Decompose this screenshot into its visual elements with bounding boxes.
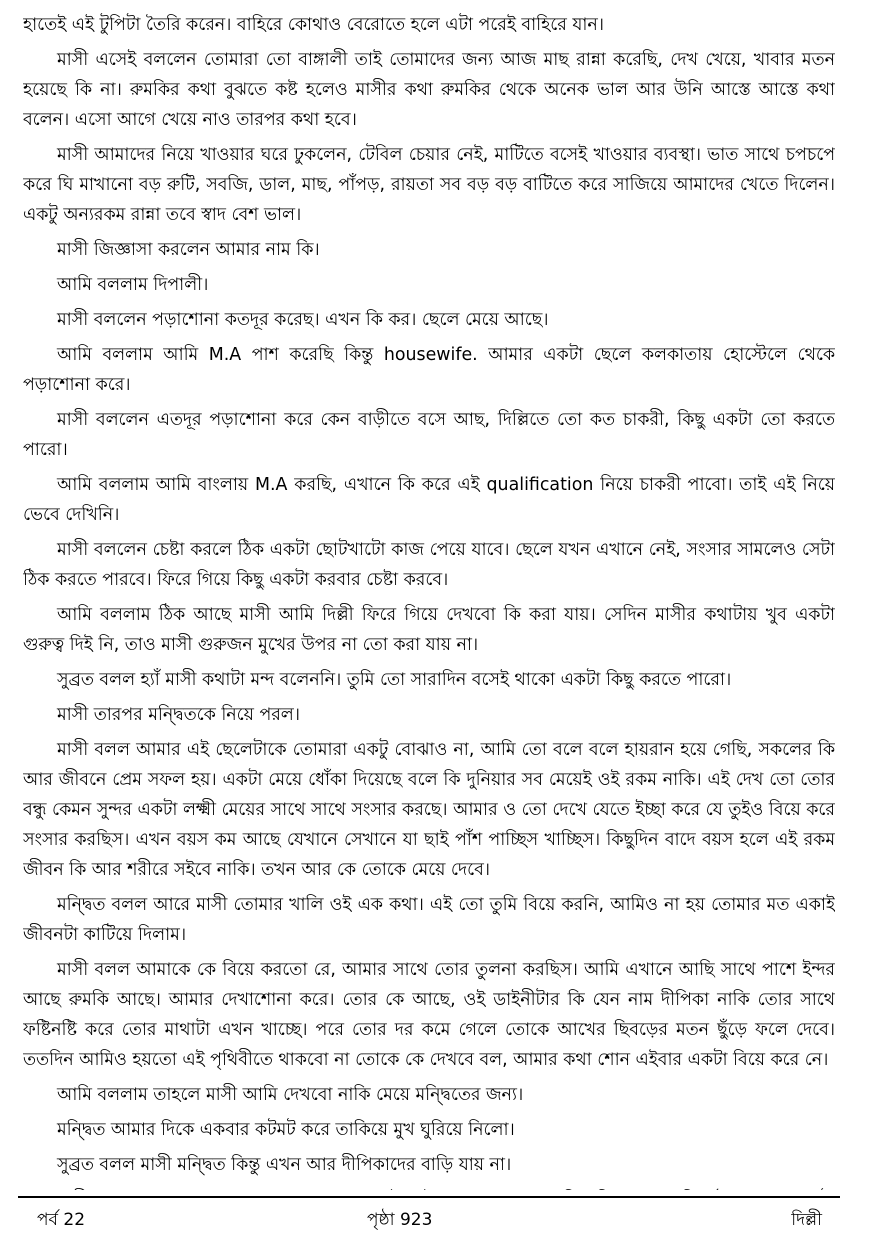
paragraph: মাসী বলল আমার এই ছেলেটাকে তোমারা একটু বোঝাও না, আমি তো বলে বলে হায়রান হয়ে গেছি, সকলের কি আর জীবনে প্রেম সফল হয়। একটা মেয়ে ধোঁকা দিয়েছে বলে কি দুনিয়ার সব মেয়েই ওই রকম নাকি। এই দেখ তো তোর বন্ধু কেমন সুন্দর একটা লক্ষ্মী মেয়ের সাথে সাথে সংসার করছে। আমার ও তো দেখে যেতে ইচ্ছা করে যে তুইও বিয়ে করে সংসার করছিস। এখন বয়স কম আছে যেখানে সেখানে যা ছাই পাঁশ পাচ্ছিস খাচ্ছিস। কিছুদিন বাদে বয়স হলে এই রকম জীবন কি আর শরীরে সইবে নাকি। তখন আর কে তোকে মেয়ে দেবে। <box>23 740 835 880</box>
paragraph: সুব্রত বলল হ্যাঁ মাসী কথাটা মন্দ বলেননি। তুমি তো সারাদিন বসেই থাকো একটা কিছু করতে পারো। <box>57 670 732 690</box>
paragraph: মাসী বললেন পড়াশোনা কতদূর করেছ। এখন কি কর। ছেলে মেয়ে আছে। <box>57 310 549 330</box>
paragraph <box>23 1185 835 1190</box>
page-footer <box>37 1205 822 1239</box>
episode-label: পর্ব 22 <box>37 1210 86 1230</box>
place-label: দিল্লী <box>791 1210 822 1230</box>
paragraph: আমি বললাম দিপালী। <box>57 275 209 295</box>
page-number: পৃষ্ঠা 923 <box>367 1210 433 1230</box>
paragraph: মাসী এসেই বললেন তোমারা তো বাঙ্গালী তাই তোমাদের জন্য আজ মাছ রান্না করেছি, দেখ খেয়ে, খাবার মতন হয়েছে কি না। রুমকির কথা বুঝতে কষ্ট হলেও মাসীর কথা রুমকির থেকে অনেক ভাল আর উনি আস্তে আস্তে কথা বলেন। এসো আগে খেয়ে নাও তারপর কথা হবে। <box>23 50 835 130</box>
paragraph: মাসী বললেন চেষ্টা করলে ঠিক একটা ছোটখাটো কাজ পেয়ে যাবে। ছেলে যখন এখানে নেই, সংসার সামলেও সেটা ঠিক করতে পারবে। ফিরে গিয়ে কিছু একটা করবার চেষ্টা করবে। <box>23 540 835 590</box>
paragraph: মাসী বললেন এতদূর পড়াশোনা করে কেন বাড়ীতে বসে আছ, দিল্লিতে তো কত চাকরী, কিছু একটা তো করতে পারো। <box>23 410 835 460</box>
paragraph: মন্দ্বিত বলল আরে মাসী তোমার খালি ওই এক কথা। এই তো তুমি বিয়ে করনি, আমিও না হয় তোমার মত একাই জীবনটা কাটিয়ে দিলাম। <box>23 895 835 945</box>
paragraph: হাতেই এই টুপিটা তৈরি করেন। বাহিরে কোথাও বেরোতে হলে এটা পরেই বাহিরে যান। <box>23 15 604 35</box>
paragraph: আমি বললাম ঠিক আছে মাসী আমি দিল্লী ফিরে গিয়ে দেখবো কি করা যায়। সেদিন মাসীর কথাটায় খুব একটা গুরুত্ব দিই নি, তাও মাসী গুরুজন মুখের উপর না তো করা যায় না। <box>23 605 835 655</box>
paragraph: মাসী জিজ্ঞাসা করলেন আমার নাম কি। <box>57 240 320 260</box>
paragraph: মাসী আমাদের নিয়ে খাওয়ার ঘরে ঢুকলেন, টেবিল চেয়ার নেই, মাটিতে বসেই খাওয়ার ব্যবস্থা। ভাত সাথে চপচপে করে ঘি মাখানো বড় রুটি, সবজি, ডাল, মাছ, পাঁপড়, রায়তা সব বড় বড় বাটিতে করে সাজিয়ে আমাদের খেতে দিলেন। একটু অন্যরকম রান্না তবে স্বাদ বেশ ভাল। <box>23 145 835 225</box>
paragraph: আমি বললাম আমি M.A পাশ করেছি কিন্তু housewife. আমার একটা ছেলে কলকাতায় হোস্টেলে থেকে পড়াশোনা করে। <box>23 345 835 395</box>
paragraph: আমি বললাম তাহলে মাসী আমি দেখবো নাকি মেয়ে মন্দ্বিতের জন্য। <box>57 1085 524 1105</box>
paragraph: মন্দ্বিত আমার দিকে একবার কটমট করে তাকিয়ে মুখ ঘুরিয়ে নিলো। <box>57 1120 515 1140</box>
paragraph: মাসী তারপর মন্দ্বিতকে নিয়ে পরল। <box>57 705 300 725</box>
document-body <box>23 10 835 1190</box>
footer-divider <box>18 1196 840 1198</box>
paragraph: সুব্রত বলল মাসী মন্দ্বিত কিন্তু এখন আর দীপিকাদের বাড়ি যায় না। <box>57 1155 512 1175</box>
paragraph: মাসী বলল আমাকে কে বিয়ে করতো রে, আমার সাথে তোর তুলনা করছিস। আমি এখানে আছি সাথে পাশে ইন্দর আছে রুমকি আছে। আমার দেখাশোনা করে। তোর কে আছে, ওই ডাইনীটার কি যেন নাম দীপিকা নাকি তোর সাথে ফষ্টিনষ্টি করে তোর মাথাটা এখন খাচ্ছে। পরে তোর দর কমে গেলে তোকে আখের ছিবড়ের মতন ছুঁড়ে ফলে দেবে। ততদিন আমিও হয়তো এই পৃথিবীতে থাকবো না তোকে কে দেখবে বল, আমার কথা শোন এইবার একটা বিয়ে করে নে। <box>23 960 835 1070</box>
paragraph: আমি বললাম আমি বাংলায় M.A করছি, এখানে কি করে এই qualification নিয়ে চাকরী পাবো। তাই এই নিয়ে ভেবে দেখিনি। <box>23 475 835 525</box>
